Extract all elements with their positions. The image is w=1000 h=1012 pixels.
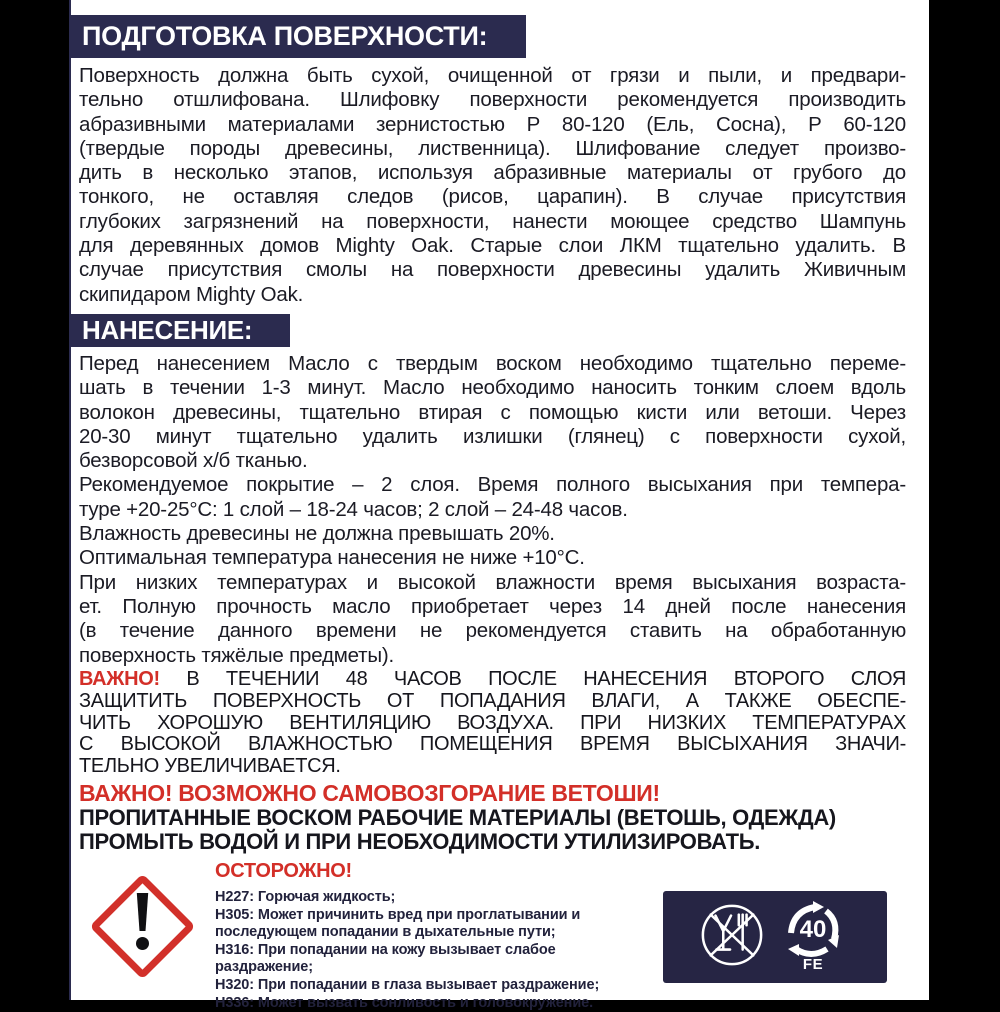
packaging-icons-box — [663, 891, 887, 983]
application-paragraph-3 — [79, 522, 906, 546]
text-line: ЧИТЬ ХОРОШУЮ ВЕНТИЛЯЦИЮ ВОЗДУХА. ПРИ НИЗКИХ ТЕМПЕРАТУРАХ — [79, 711, 906, 734]
text-line: Рекомендуемое покрытие – 2 слоя. Время полного высыхания при темпера- — [79, 473, 906, 497]
text-line: Перед нанесением Масло с твердым воском необходимо тщательно переме- — [79, 352, 906, 375]
hazard-statement-line: H320: При попадании в глаза вызывает раздражение; — [215, 976, 600, 993]
application-paragraph-5 — [79, 571, 906, 668]
exclamation-dot — [136, 937, 149, 950]
text-line: для деревянных домов Mighty Oak. Старые слои ЛКМ тщательно удалить. В — [79, 234, 906, 258]
text-line: тонкого, не оставляя следов (рисов, царапин). В случае присутствия — [79, 185, 906, 209]
important-first-line — [79, 669, 906, 691]
application-heading-bar — [69, 314, 290, 347]
text-line: ТЕЛЬНО УВЕЛИЧИВАЕТСЯ. — [79, 755, 341, 778]
text-line: Влажность древесины не должна превышать 20%. — [79, 522, 555, 546]
text-line: абразивными материалами зернистостью Р 80-120 (Ель, Сосна), Р 60-120 — [79, 112, 906, 136]
hazard-statement-line: H305: Может причинить вред при проглатывании и — [215, 906, 581, 923]
text-line: дить в несколько этапов, используя абразивные материалы от грубого до — [79, 161, 906, 185]
text-line: Поверхность должна быть сухой, очищенной от грязи и пыли, и предвари- — [79, 64, 906, 87]
text-line: С ВЫСОКОЙ ВЛАЖНОСТЬЮ ПОМЕЩЕНИЯ ВРЕМЯ ВЫСЫХАНИЯ ЗНАЧИ- — [79, 733, 906, 756]
text-line: 20-30 минут тщательно удалить излишки (глянец) с поверхности сухой, — [79, 424, 906, 448]
text-line: ПРОПИТАННЫЕ ВОСКОМ РАБОЧИЕ МАТЕРИАЛЫ (ВЕТОШЬ, ОДЕЖДА) — [79, 805, 836, 830]
application-heading-text: НАНЕСЕНИЕ: — [82, 315, 253, 345]
application-paragraph-4 — [79, 546, 906, 570]
caution-heading: ОСТОРОЖНО! — [215, 860, 352, 882]
self-ignition-lines — [79, 806, 906, 853]
hazard-statement-line: последующем попадании в дыхательные пути; — [215, 924, 556, 941]
text-line: Оптимальная температура нанесения не ниже +10°С. — [79, 546, 585, 570]
text-line: (твердые породы древесины, лиственница). Шлифование следует произво- — [79, 136, 906, 160]
important-note — [79, 669, 906, 778]
preparation-heading-bar — [69, 15, 526, 58]
text-line: туре +20-25°С: 1 слой – 18-24 часов; 2 слой – 24-48 часов. — [79, 497, 628, 521]
text-line: поверхность тяжёлые предметы). — [79, 643, 394, 667]
important-label: ВАЖНО! — [79, 668, 160, 690]
label-left-edge — [69, 0, 71, 1000]
recycling-icon — [779, 899, 847, 979]
application-paragraph-2 — [79, 473, 906, 522]
text-line: безворсовой х/б тканью. — [79, 449, 308, 473]
text-line: скипидаром Mighty Oak. — [79, 282, 304, 306]
text-line: волокон древесины, тщательно втирая с помощью кисти или ветоши. Через — [79, 400, 906, 424]
caution-section — [69, 858, 929, 1011]
important-first-line-text: В ТЕЧЕНИИ 48 ЧАСОВ ПОСЛЕ НАНЕСЕНИЯ ВТОРОГО СЛОЯ — [186, 668, 906, 690]
recycling-material: FE — [802, 956, 824, 973]
text-line: случае присутствия смолы на поверхности древесины удалить Живичным — [79, 258, 906, 282]
hazard-statement-line: H227: Горючая жидкость; — [215, 889, 396, 905]
self-ignition-heading: ВАЖНО! ВОЗМОЖНО САМОВОЗГОРАНИЕ ВЕТОШИ! — [79, 780, 660, 806]
label-sheet — [69, 0, 929, 1011]
text-line: ет. Полную прочность масло приобретает через 14 дней после нанесения — [79, 594, 906, 618]
application-text — [79, 352, 906, 668]
ghs-exclamation-pictogram — [90, 873, 195, 980]
preparation-paragraph — [79, 64, 906, 307]
text-line: (в течение данного времени не рекомендуется ставить на обработанную — [79, 619, 906, 643]
hazard-statements — [215, 889, 655, 1012]
text-line: При низких температурах и высокой влажности время высыхания возраста- — [79, 570, 906, 594]
important-lines — [79, 691, 906, 778]
preparation-heading-text: ПОДГОТОВКА ПОВЕРХНОСТИ: — [82, 21, 488, 51]
hazard-statement-line: H336: Может вызвать сонливость и головокружение. — [215, 994, 594, 1011]
text-line: ЗАЩИТИТЬ ПОВЕРХНОСТЬ ОТ ПОПАДАНИЯ ВЛАГИ, А ТАКЖЕ ОБЕСПЕ- — [79, 689, 906, 712]
hazard-statement-line: H316: При попадании на кожу вызывает слабое раздражение; — [215, 941, 556, 976]
text-line: ПРОМЫТЬ ВОДОЙ И ПРИ НЕОБХОДИМОСТИ УТИЛИЗИРОВАТЬ. — [79, 828, 761, 854]
text-line: тельно отшлифована. Шлифовку поверхности рекомендуется производить — [79, 88, 906, 112]
no-food-contact-icon — [699, 902, 765, 968]
self-ignition-warning — [79, 781, 906, 853]
text-line: глубоких загрязнений на поверхности, нанести моющее средство Шампунь — [79, 209, 906, 233]
text-line: шать в течении 1-3 минут. Масло необходимо наносить тонким слоем вдоль — [79, 376, 906, 400]
application-paragraph-1 — [79, 352, 906, 473]
recycling-code: 40 — [799, 916, 827, 943]
